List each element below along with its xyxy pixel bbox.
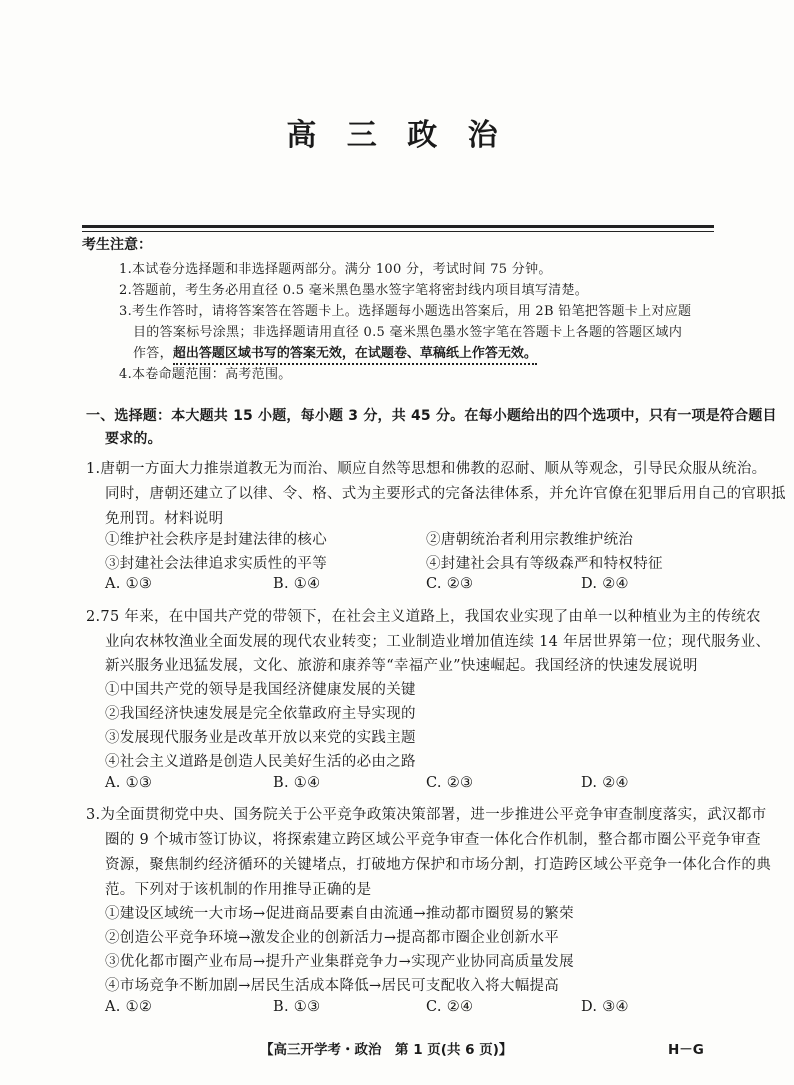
q2-stem-line-1: 2.75 年来，在中国共产党的带领下，在社会主义道路上，我国农业实现了由单一以种植业为主的传统农 xyxy=(86,609,761,625)
q1-option-3: ③封建社会法律追求实质性的平等 xyxy=(105,556,327,572)
q3-choice-c: C. ②④ xyxy=(426,999,474,1015)
q2-option-2: ②我国经济快速发展是完全依靠政府主导实现的 xyxy=(105,706,416,722)
q3-stem-line-3: 资源，聚焦制约经济循环的关键堵点，打破地方保护和市场分割，打造跨区域公平竞争一体化合作的典 xyxy=(105,857,771,873)
q3-option-3: ③优化都市圈产业布局→提升产业集群竞争力→实现产业协同高质量发展 xyxy=(105,954,574,970)
notice-item-3-line-1: 3.考生作答时，请将答案答在答题卡上。选择题每小题选出答案后，用 2B 铅笔把答题卡上对应题 xyxy=(119,304,692,319)
section-heading-cont: 要求的。 xyxy=(105,431,162,447)
q1-stem-line-2: 同时，唐朝还建立了以律、令、格、式为主要形式的完备法律体系，并允许官僚在犯罪后用自己的官职抵 xyxy=(105,486,786,502)
q2-choice-d: D. ②④ xyxy=(581,775,629,791)
notice-emphasis: 超出答题区域书写的答案无效，在试题卷、草稿纸上作答无效。 xyxy=(173,346,537,365)
q1-choice-a: A. ①③ xyxy=(105,576,153,592)
notice-item-2: 2.答题前，考生务必用直径 0.5 毫米黑色墨水签字笔将密封线内项目填写清楚。 xyxy=(119,283,589,298)
q3-option-1: ①建设区域统一大市场→促进商品要素自由流通→推动都市圈贸易的繁荣 xyxy=(105,906,574,922)
q2-stem-line-3: 新兴服务业迅猛发展，文化、旅游和康养等“幸福产业”快速崛起。我国经济的快速发展说明 xyxy=(105,658,698,674)
q1-option-2: ②唐朝统治者利用宗教维护统治 xyxy=(426,532,634,548)
page-title: 高 三 政 治 xyxy=(286,118,508,153)
q1-choice-d: D. ②④ xyxy=(581,576,629,592)
q2-stem-line-2: 业向农林牧渔业全面发展的现代农业转变；工业制造业增加值连续 14 年居世界第一位；现代服务业、 xyxy=(105,634,771,650)
q2-choice-a: A. ①③ xyxy=(105,775,153,791)
q2-option-4: ④社会主义道路是创造人民美好生活的必由之路 xyxy=(105,754,416,770)
q1-choice-b: B. ①④ xyxy=(273,576,321,592)
q3-stem-line-4: 范。下列对于该机制的作用推导正确的是 xyxy=(105,882,372,898)
notice-item-1: 1.本试卷分选择题和非选择题两部分。满分 100 分，考试时间 75 分钟。 xyxy=(119,262,552,277)
notice-item-4: 4.本卷命题范围：高考范围。 xyxy=(119,367,292,382)
q3-stem-line-2: 圈的 9 个城市签订协议，将探索建立跨区域公平竞争审查一体化合作机制，整合都市圈公平竞争审查 xyxy=(105,832,761,848)
q3-choice-b: B. ①③ xyxy=(273,999,321,1015)
notice-item-3-line-2: 目的答案标号涂黑；非选择题请用直径 0.5 毫米黑色墨水签字笔在答题卡上各题的答题区域内 xyxy=(133,325,683,340)
q1-option-1: ①维护社会秩序是封建法律的核心 xyxy=(105,532,327,548)
q3-option-2: ②创造公平竞争环境→激发企业的创新活力→提高都市圈企业创新水平 xyxy=(105,930,560,946)
q3-stem-line-1: 3.为全面贯彻党中央、国务院关于公平竞争政策决策部署，进一步推进公平竞争审查制度落实，武汉都市 xyxy=(86,807,767,823)
q1-choice-c: C. ②③ xyxy=(426,576,474,592)
q1-stem-line-1: 1.唐朝一方面大力推崇道教无为而治、顺应自然等思想和佛教的忍耐、顺从等观念，引导民众服从统治。 xyxy=(86,461,767,477)
header-rule-thin xyxy=(82,231,714,232)
q1-stem-line-3: 免刑罚。材料说明 xyxy=(105,511,224,527)
footer-code: H－G xyxy=(668,1042,704,1058)
q2-option-1: ①中国共产党的领导是我国经济健康发展的关键 xyxy=(105,682,416,698)
q1-option-4: ④封建社会具有等级森严和特权特征 xyxy=(426,556,663,572)
notice-item-3-prefix: 作答， xyxy=(133,346,173,361)
section-heading: 一、选择题：本大题共 15 小题，每小题 3 分，共 45 分。在每小题给出的四个选项中，只有一项是符合题目 xyxy=(86,408,777,424)
q2-choice-c: C. ②③ xyxy=(426,775,474,791)
notice-item-3-line-3 xyxy=(133,342,537,361)
q3-choice-d: D. ③④ xyxy=(581,999,629,1015)
q3-option-4: ④市场竞争不断加剧→居民生活成本降低→居民可支配收入将大幅提高 xyxy=(105,978,560,994)
q3-choice-a: A. ①② xyxy=(105,999,153,1015)
q2-choice-b: B. ①④ xyxy=(273,775,321,791)
q2-option-3: ③发展现代服务业是改革开放以来党的实践主题 xyxy=(105,730,416,746)
notice-heading: 考生注意： xyxy=(82,237,152,253)
page-footer: 【高三开学考・政治 第 1 页(共 6 页)】 xyxy=(260,1042,513,1058)
header-rule-thick xyxy=(82,225,714,228)
